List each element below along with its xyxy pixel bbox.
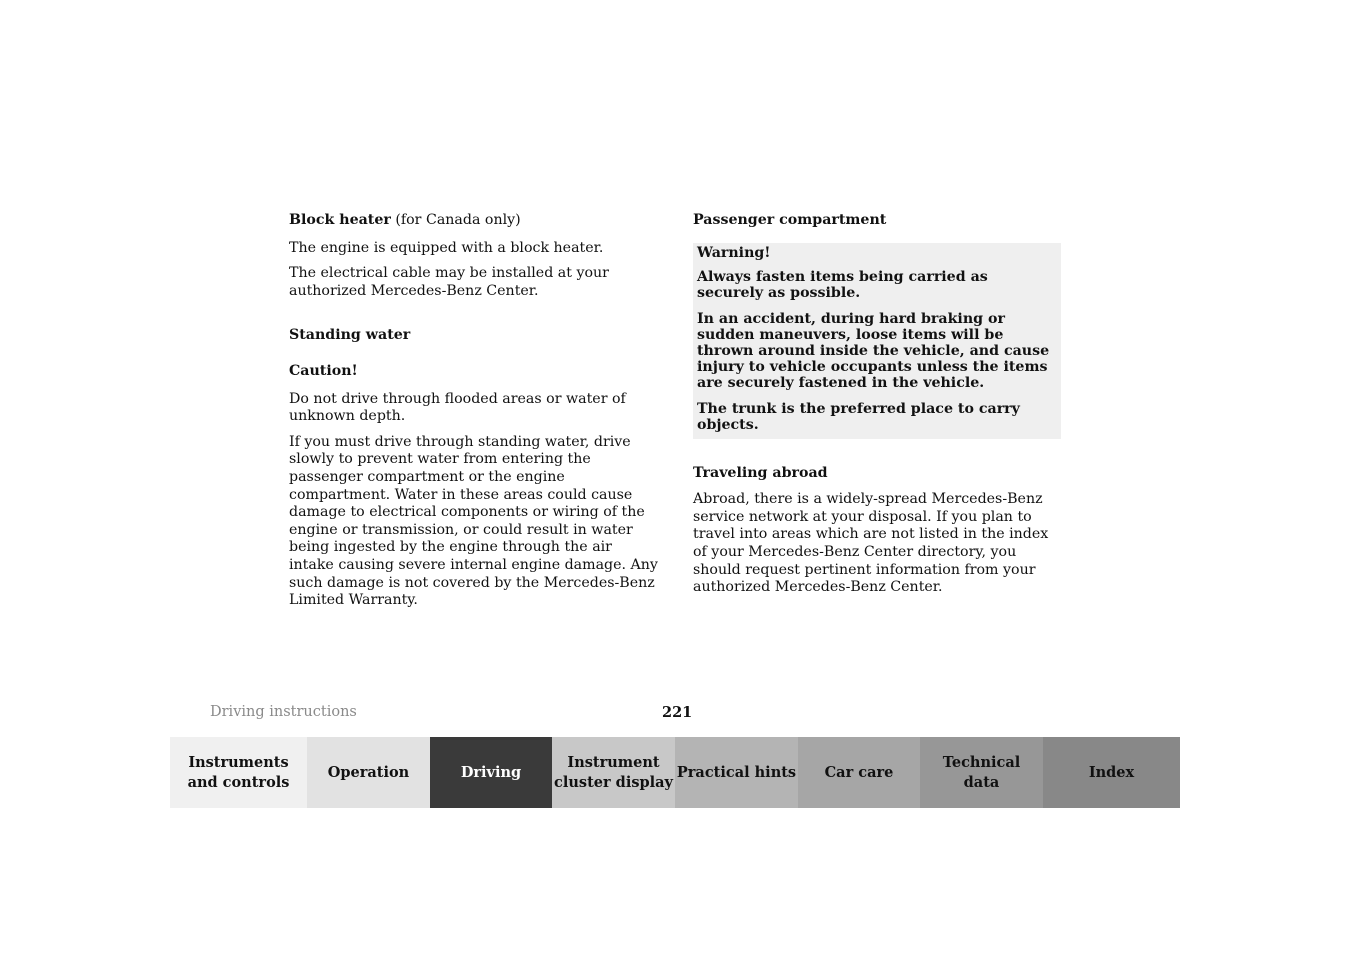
right-column xyxy=(693,212,1061,597)
nav-tab-driving[interactable]: Driving xyxy=(430,737,552,808)
section-label: Driving instructions xyxy=(210,704,357,720)
page-number: 221 xyxy=(662,704,693,721)
traveling-abroad-heading: Traveling abroad xyxy=(693,464,828,481)
block-heater-text-2: The electrical cable may be installed at your authorized Mercedes-Benz Center. xyxy=(289,265,609,299)
nav-tab-technical-data[interactable]: Technical data xyxy=(920,737,1043,808)
nav-tab-index[interactable]: Index xyxy=(1043,737,1180,808)
warning-box xyxy=(693,243,1061,439)
chapter-nav-bar xyxy=(170,737,1180,808)
caution-text-2: If you must drive through standing water, drive slowly to prevent water from entering the passenger compartment or the engine compartment. Water in these areas could cause damage to electrical components or wiring of the engine or transmission, or could result in water being ingested by the engine through the air intake causing severe internal engine damage. Any such damage is not covered by the Mercedes-Benz Limited Warranty. xyxy=(289,433,658,609)
passenger-compartment-heading: Passenger compartment xyxy=(693,212,887,228)
warning-text-2: In an accident, during hard braking or sudden maneuvers, loose items will be thrown around inside the vehicle, and cause injury to vehicle occupants unless the items are securely fastened in the vehicle. xyxy=(697,310,1050,391)
standing-water-heading: Standing water xyxy=(289,327,411,344)
block-heater-suffix: (for Canada only) xyxy=(390,212,521,228)
block-heater-heading xyxy=(289,212,661,230)
caution-text-1: Do not drive through flooded areas or water of unknown depth. xyxy=(289,390,626,425)
traveling-abroad-text: Abroad, there is a widely-spread Mercedes-Benz service network at your disposal. If you plan to travel into areas which are not listed in the index of your Mercedes-Benz Center directory, you should request pertinent information from your authorized Mercedes-Benz Center. xyxy=(693,491,1049,596)
nav-tab-instrument-cluster-display[interactable]: Instrument cluster display xyxy=(552,737,675,808)
nav-tab-instruments-and-controls[interactable]: Instruments and controls xyxy=(170,737,307,808)
warning-title: Warning! xyxy=(697,244,771,261)
left-column xyxy=(289,212,661,610)
warning-text-3: The trunk is the preferred place to carry objects. xyxy=(697,400,1020,433)
block-heater-text-1: The engine is equipped with a block heater. xyxy=(289,239,604,256)
caution-heading: Caution! xyxy=(289,362,358,379)
block-heater-title: Block heater xyxy=(289,212,391,228)
warning-text-1: Always fasten items being carried as securely as possible. xyxy=(697,268,988,301)
nav-tab-practical-hints[interactable]: Practical hints xyxy=(675,737,798,808)
nav-tab-operation[interactable]: Operation xyxy=(307,737,430,808)
nav-tab-car-care[interactable]: Car care xyxy=(798,737,920,808)
